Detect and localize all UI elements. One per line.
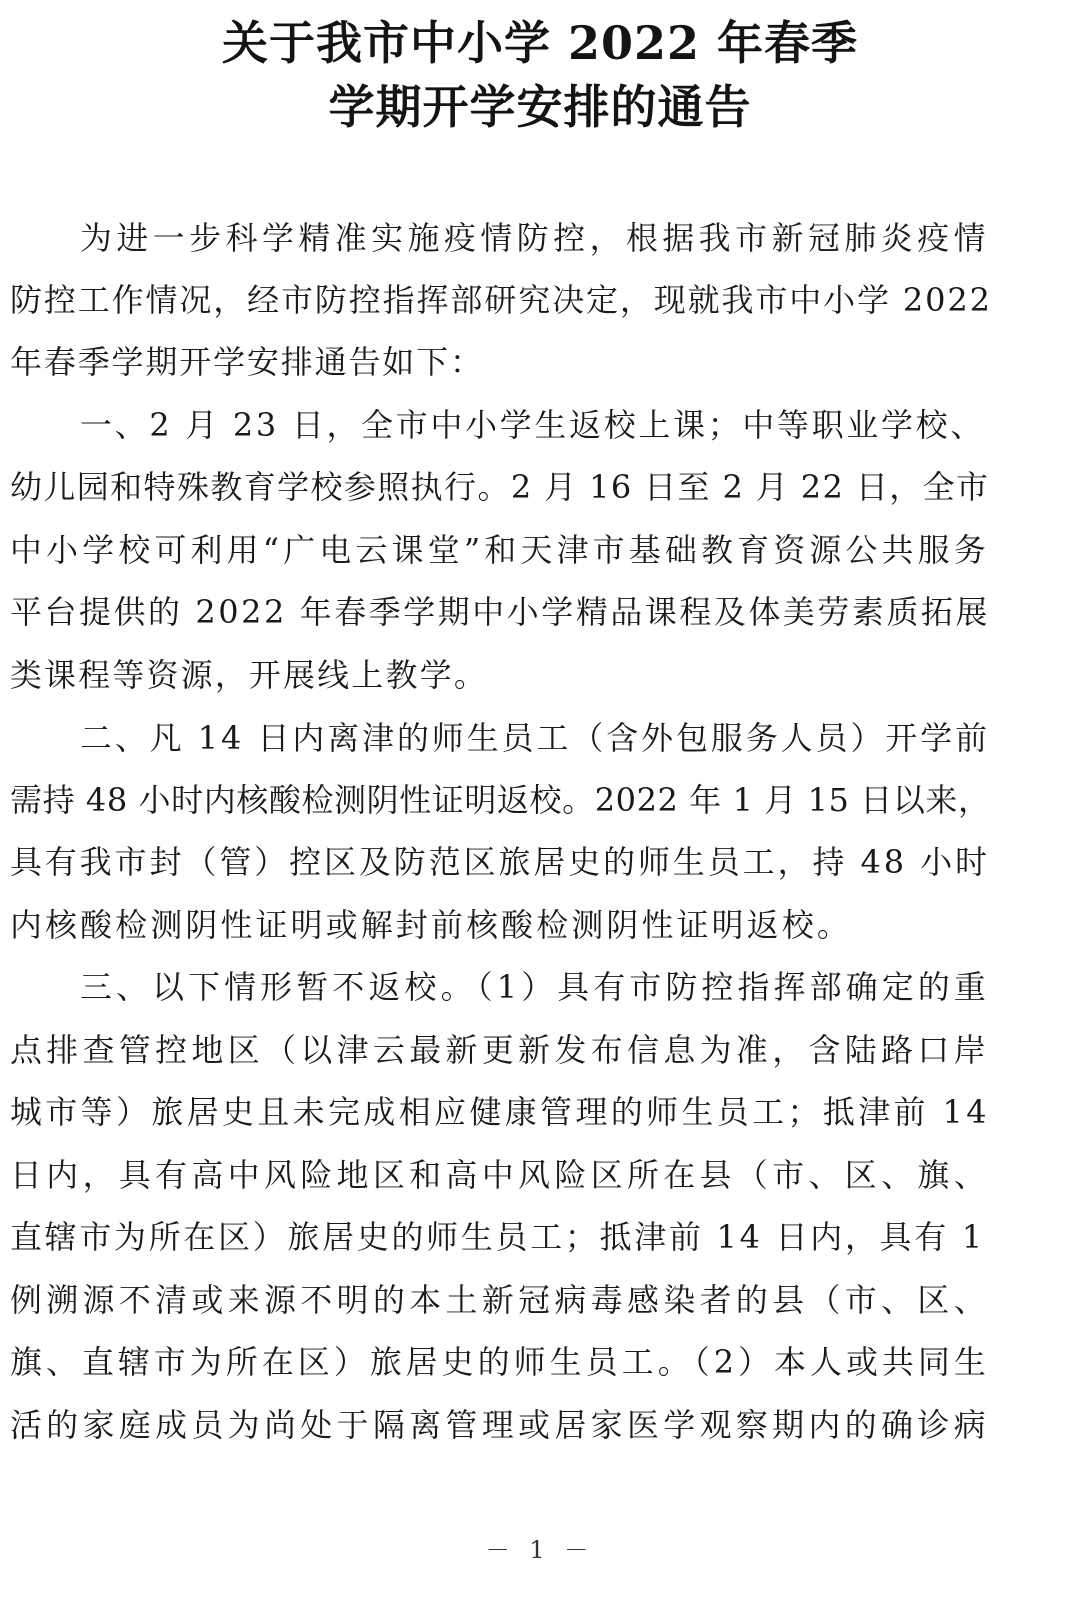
body-line: 年春季学期开学安排通告如下： bbox=[10, 343, 484, 381]
body-line: 幼儿园和特殊教育学校参照执行。2 月 16 日至 2 月 22 日，全市 bbox=[10, 468, 990, 506]
body-line: 旗、直辖市为所在区）旅居史的师生员工。（2）本人或共同生 bbox=[10, 1343, 990, 1381]
body-line: 内核酸检测阴性证明或解封前核酸检测阴性证明返校。 bbox=[10, 906, 852, 944]
body-line: 日内，具有高中风险地区和高中风险区所在县（市、区、旗、 bbox=[10, 1156, 990, 1194]
body-line: 一、2 月 23 日，全市中小学生返校上课；中等职业学校、 bbox=[80, 406, 985, 444]
body-line: 城市等）旅居史且未完成相应健康管理的师生员工；抵津前 14 bbox=[10, 1093, 990, 1131]
body-line: 具有我市封（管）控区及防范区旅居史的师生员工，持 48 小时 bbox=[10, 843, 990, 881]
body-line: 点排查管控地区（以津云最新更新发布信息为准，含陆路口岸 bbox=[10, 1031, 990, 1069]
body-line: 活的家庭成员为尚处于隔离管理或居家医学观察期内的确诊病 bbox=[10, 1406, 990, 1444]
body-line: 需持 48 小时内核酸检测阴性证明返校。2022 年 1 月 15 日以来， bbox=[10, 781, 991, 819]
body-line: 二、凡 14 日内离津的师生员工（含外包服务人员）开学前 bbox=[80, 719, 990, 757]
body-line: 例溯源不清或来源不明的本土新冠病毒感染者的县（市、区、 bbox=[10, 1281, 990, 1319]
body-line: 类课程等资源，开展线上教学。 bbox=[10, 656, 488, 694]
body-line: 三、以下情形暂不返校。（1）具有市防控指挥部确定的重 bbox=[80, 968, 990, 1006]
document-title-line-1: 关于我市中小学 2022 年春季 bbox=[221, 16, 859, 70]
body-line: 直辖市为所在区）旅居史的师生员工；抵津前 14 日内，具有 1 bbox=[10, 1218, 985, 1256]
page-number: － 1 － bbox=[485, 1536, 595, 1564]
body-line: 防控工作情况，经市防控指挥部研究决定，现就我市中小学 2022 bbox=[10, 281, 992, 319]
body-line: 平台提供的 2022 年春季学期中小学精品课程及体美劳素质拓展 bbox=[10, 593, 990, 631]
body-line: 中小学校可利用“广电云课堂”和天津市基础教育资源公共服务 bbox=[10, 531, 990, 569]
document-title-line-2: 学期开学安排的通告 bbox=[328, 80, 752, 134]
body-line: 为进一步科学精准实施疫情防控，根据我市新冠肺炎疫情 bbox=[80, 219, 990, 257]
